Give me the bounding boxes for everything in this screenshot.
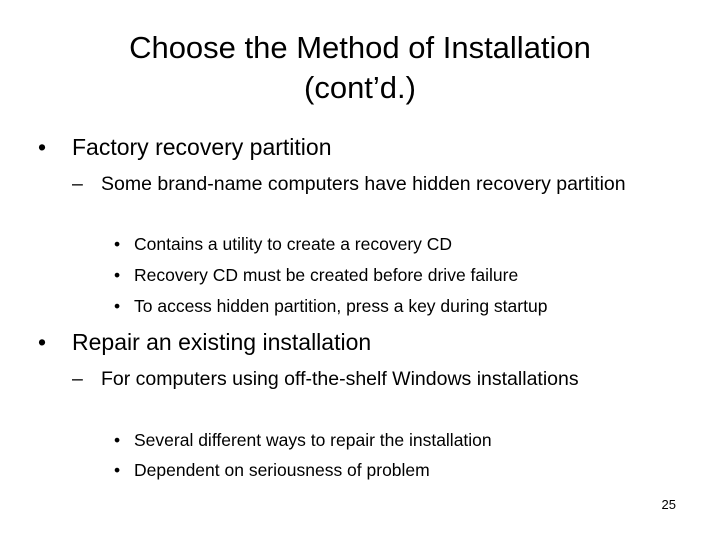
item-utility-cd bbox=[114, 233, 704, 256]
bullet-marker: • bbox=[114, 234, 121, 254]
item-text: Contains a utility to create a recovery CD bbox=[134, 234, 453, 254]
item-text: Dependent on seriousness of problem bbox=[134, 460, 430, 480]
item-text: Recovery CD must be created before drive failure bbox=[134, 265, 519, 285]
subpoint-hidden-partition bbox=[72, 172, 692, 197]
slide-title-line-2: (cont’d.) bbox=[304, 70, 416, 106]
subpoint-text: Some brand-name computers have hidden recovery partition bbox=[101, 173, 626, 195]
item-seriousness bbox=[114, 459, 704, 482]
bullet-marker: • bbox=[38, 329, 47, 355]
dash-marker: – bbox=[72, 368, 83, 390]
subpoint-text: For computers using off-the-shelf Windows installations bbox=[101, 368, 579, 390]
bullet-marker: • bbox=[114, 296, 121, 316]
subpoint-off-the-shelf bbox=[72, 367, 692, 392]
bullet-text: Factory recovery partition bbox=[72, 134, 332, 160]
item-create-before-failure bbox=[114, 264, 704, 287]
item-text: Several different ways to repair the installation bbox=[134, 430, 492, 450]
bullet-marker: • bbox=[114, 265, 121, 285]
slide-title bbox=[0, 28, 720, 109]
bullet-repair-installation bbox=[38, 328, 688, 357]
dash-marker: – bbox=[72, 173, 83, 195]
bullet-marker: • bbox=[114, 460, 121, 480]
bullet-marker: • bbox=[114, 430, 121, 450]
bullet-marker: • bbox=[38, 134, 47, 160]
bullet-factory-recovery bbox=[38, 133, 688, 162]
item-text: To access hidden partition, press a key during startup bbox=[134, 296, 548, 316]
item-access-partition bbox=[114, 295, 704, 318]
slide-title-line-1: Choose the Method of Installation bbox=[129, 30, 591, 65]
page-number: 25 bbox=[661, 497, 676, 512]
bullet-text: Repair an existing installation bbox=[72, 329, 372, 355]
item-several-ways bbox=[114, 429, 704, 452]
